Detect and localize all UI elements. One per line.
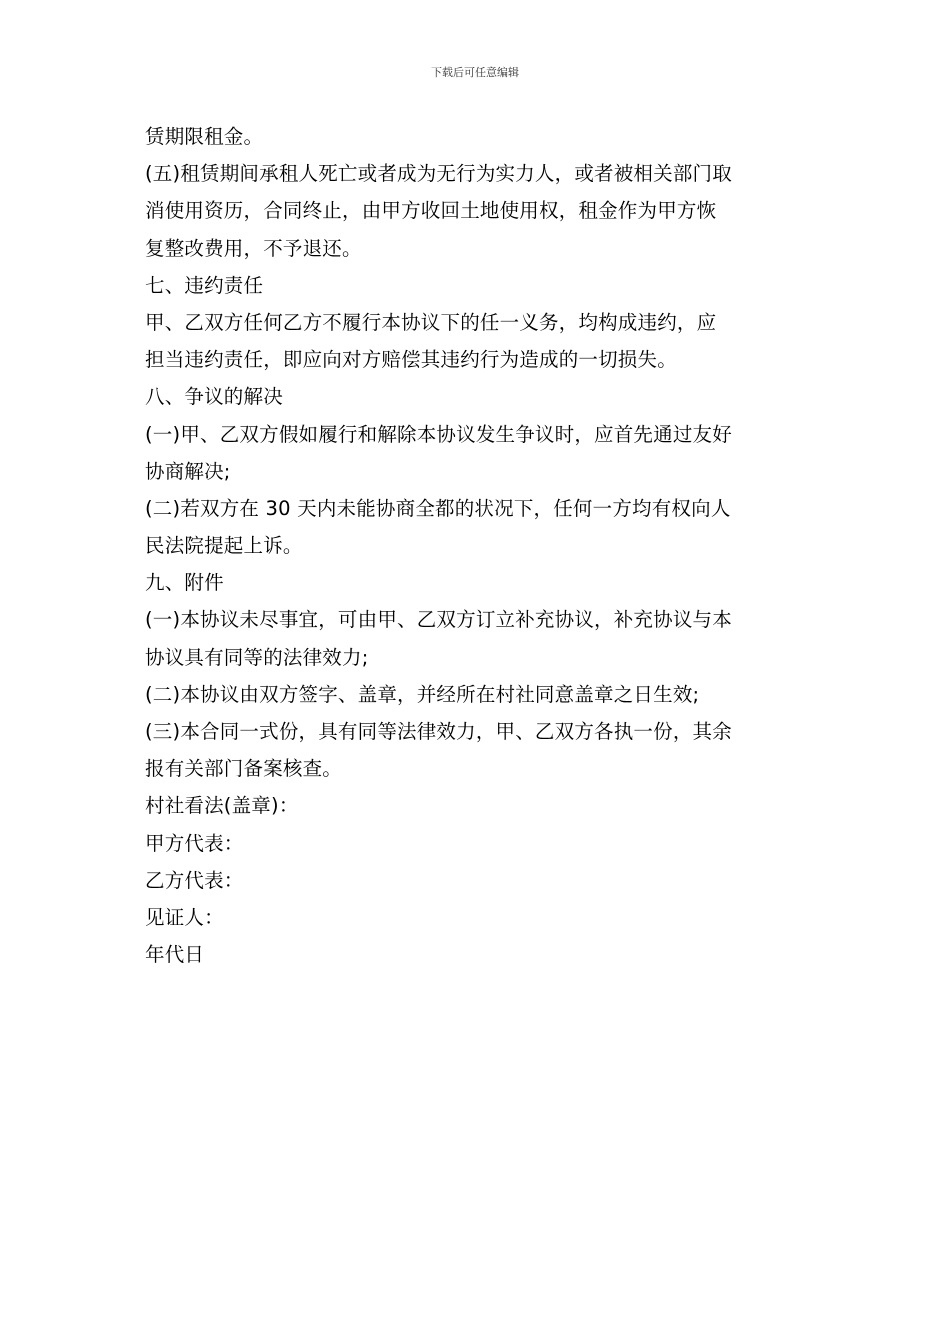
signature-field: 村社看法(盖章)： — [145, 794, 299, 818]
text-line: 民法院提起上诉。 — [145, 534, 303, 558]
text-line: 协议具有同等的法律效力; — [145, 645, 369, 669]
text-line: 消使用资历，合同终止，由甲方收回土地使用权，租金作为甲方恢 — [145, 199, 717, 223]
signature-field: 甲方代表： — [145, 831, 244, 855]
text-line: (二)若双方在 30 天内未能协商全都的状况下，任何一方均有权向人 — [145, 496, 731, 520]
section-heading: 八、争议的解决 — [145, 385, 283, 409]
text-line: 甲、乙双方任何乙方不履行本协议下的任一义务，均构成违约，应 — [145, 310, 717, 334]
text-line: (二)本协议由双方签字、盖章，并经所在村社同意盖章之日生效; — [145, 682, 700, 706]
section-heading: 九、附件 — [145, 571, 224, 595]
date-field: 年代日 — [145, 943, 205, 967]
page-header: 下载后可任意编辑 — [431, 66, 519, 79]
text-line: (一)本协议未尽事宜，可由甲、乙双方订立补充协议，补充协议与本 — [145, 608, 732, 632]
section-heading: 七、违约责任 — [145, 273, 264, 297]
signature-field: 乙方代表： — [145, 868, 244, 892]
signature-field: 见证人： — [145, 905, 224, 929]
text-line: 赁期限租金。 — [145, 125, 264, 148]
text-line: (五)租赁期间承租人死亡或者成为无行为实力人，或者被相关部门取 — [145, 162, 732, 186]
text-line: 报有关部门备案核查。 — [145, 757, 343, 781]
text-line: (一)甲、乙双方假如履行和解除本协议发生争议时，应首先通过友好 — [145, 422, 732, 446]
document-body — [145, 118, 825, 973]
text-line: 协商解决; — [145, 459, 231, 483]
text-line: (三)本合同一式份，具有同等法律效力，甲、乙双方各执一份，其余 — [145, 720, 732, 743]
text-line: 复整改费用，不予退还。 — [145, 236, 362, 260]
text-line: 担当违约责任，即应向对方赔偿其违约行为造成的一切损失。 — [145, 348, 677, 372]
